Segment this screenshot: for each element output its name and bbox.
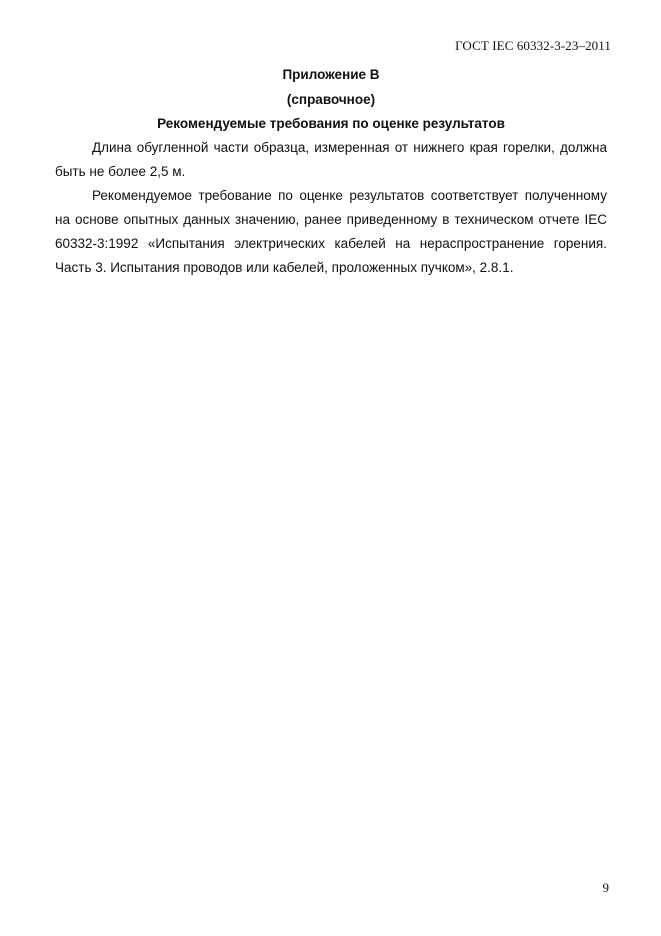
annex-kind: (справочное) <box>286 92 376 107</box>
annex-title: Приложение В <box>282 67 380 82</box>
annex-heading: Рекомендуемые требования по оценке результатов <box>157 116 505 131</box>
paragraph-charred-length: Длина обугленной части образца, измеренная от нижнего края горелки, должна быть не более 2,5 м. <box>55 140 607 179</box>
standard-code-header: ГОСТ IEC 60332-3-23–2011 <box>455 38 611 53</box>
paragraph-requirement-origin: Рекомендуемое требование по оценке результатов соответствует полученному на основе опытных данных значению, ранее приведенному в техническом отчете IEC 60332-3:1992 «Испытания электрических кабелей на нераспространение горения. Часть 3. Испытания проводов или кабелей, проложенных пучком», 2.8.1. <box>55 188 607 275</box>
annex-body <box>55 136 607 280</box>
page-number: 9 <box>602 880 609 895</box>
